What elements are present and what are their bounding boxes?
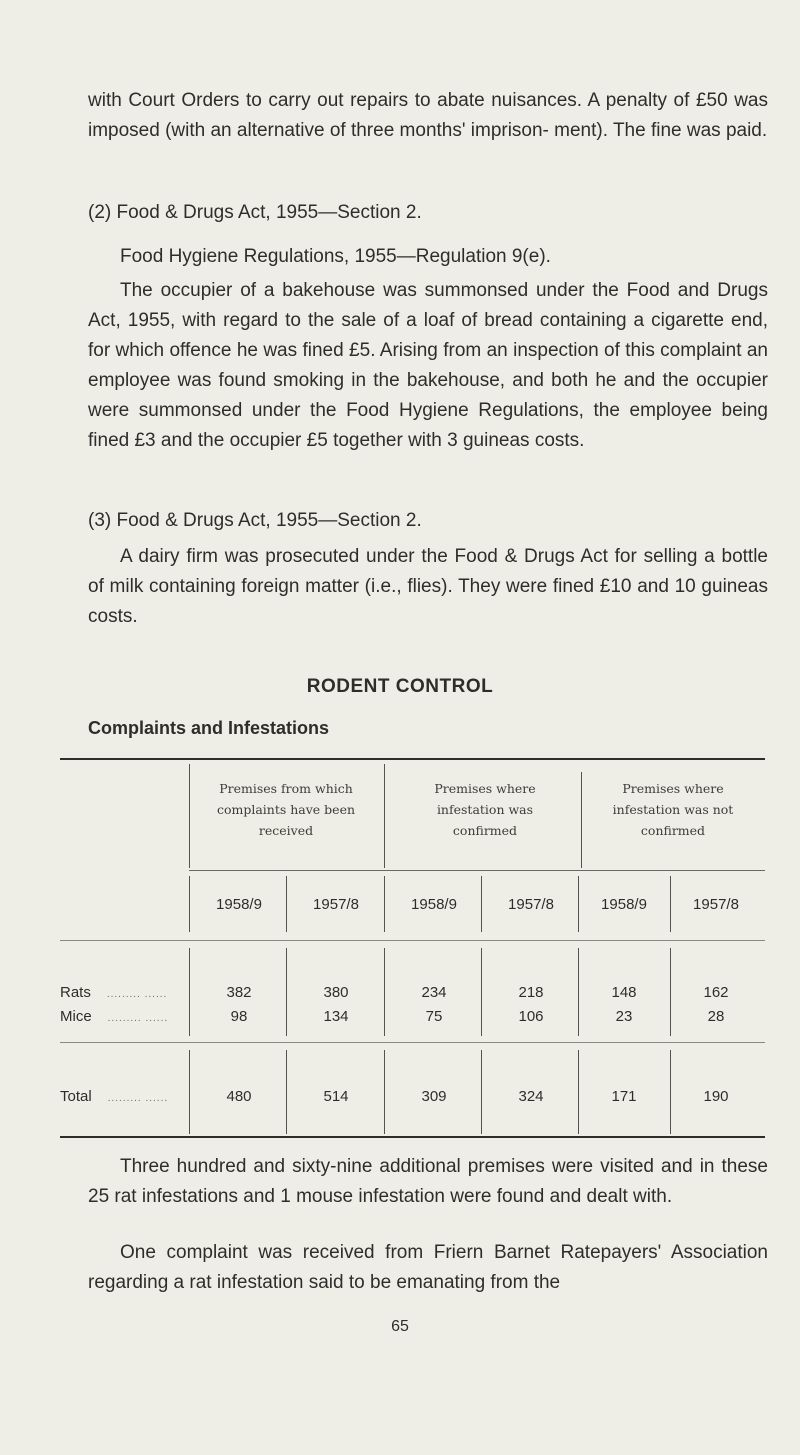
row-label-mice: Mice ......... ...... [60, 1008, 169, 1025]
divider [384, 1050, 385, 1134]
table-cell: 234 [421, 984, 447, 1001]
year-header: 1957/8 [313, 896, 359, 913]
table-bottom-rule [60, 1136, 765, 1138]
table-cell: 514 [323, 1088, 349, 1105]
table-title: Complaints and Infestations [88, 718, 330, 738]
year-header: 1957/8 [693, 896, 739, 913]
paragraph-case-2-heading: (2) Food & Drugs Act, 1955—Section 2. [88, 202, 422, 223]
header-rule [189, 870, 765, 871]
table-cell: 148 [611, 984, 637, 1001]
table-cell: 324 [518, 1088, 544, 1105]
table-cell: 23 [615, 1008, 633, 1025]
table-cell: 106 [518, 1008, 544, 1025]
group-header-not-confirmed: Premises where infestation was not confirmed [612, 781, 734, 838]
year-header: 1958/9 [411, 896, 457, 913]
row-label-total: Total ......... ...... [60, 1088, 169, 1105]
divider [581, 772, 582, 868]
total-rule [60, 1042, 765, 1043]
table-cell: 218 [518, 984, 544, 1001]
group-header-complaints: Premises from which complaints have been received [216, 781, 356, 838]
table-cell: 309 [421, 1088, 447, 1105]
table-cell: 190 [703, 1088, 729, 1105]
divider [384, 948, 385, 1036]
divider [384, 764, 385, 868]
page-number: 65 [391, 1318, 409, 1335]
paragraph-regulation: Food Hygiene Regulations, 1955—Regulation 9(e). [120, 246, 551, 267]
paragraph-court-orders: with Court Orders to carry out repairs to abate nuisances. A penalty of £50 was imposed (with an alternative of three months' imprison- ment). The fine was paid. [88, 90, 768, 141]
year-header: 1958/9 [216, 896, 262, 913]
section-heading: RODENT CONTROL [306, 676, 494, 697]
table-cell: 162 [703, 984, 729, 1001]
table-cell: 98 [230, 1008, 248, 1025]
group-header-confirmed: Premises where infestation was confirmed [434, 781, 536, 838]
paragraph-dairy: A dairy firm was prosecuted under the Food & Drugs Act for selling a bottle of milk containing foreign matter (i.e., flies). They were fined £10 and 10 guineas costs. [88, 546, 768, 627]
divider [189, 876, 190, 932]
infestation-table [60, 758, 765, 1140]
paragraph-additional-premises: Three hundred and sixty-nine additional premises were visited and in these 25 rat infestations and 1 mouse infestation were found and dealt with. [88, 1156, 768, 1207]
paragraph-complaint: One complaint was received from Friern Barnet Ratepayers' Association regarding a rat infestation said to be emanating from the [88, 1242, 768, 1293]
table-cell: 171 [611, 1088, 637, 1105]
divider [189, 1050, 190, 1134]
paragraph-bakehouse: The occupier of a bakehouse was summonsed under the Food and Drugs Act, 1955, with regard to the sale of a loaf of bread containing a cigarette end, for which offence he was fined £5. Arising from an inspection of this complaint an employee was found smoking in the bakehouse, and both he and the occupier were summonsed under the Food Hygiene Regulations, the employee being fined £3 and the occupier £5 together with 3 guineas costs. [88, 280, 768, 451]
table-cell: 380 [323, 984, 349, 1001]
year-header: 1957/8 [508, 896, 554, 913]
table-cell: 75 [425, 1008, 443, 1025]
table-cell: 382 [226, 984, 252, 1001]
year-rule [60, 940, 765, 941]
paragraph-case-3-heading: (3) Food & Drugs Act, 1955—Section 2. [88, 510, 422, 531]
table-cell: 480 [226, 1088, 252, 1105]
year-header: 1958/9 [601, 896, 647, 913]
divider [384, 876, 385, 932]
divider [189, 948, 190, 1036]
table-cell: 28 [707, 1008, 725, 1025]
table-top-rule [60, 758, 765, 760]
divider [189, 764, 190, 868]
row-label-rats: Rats ......... ...... [60, 984, 168, 1001]
table-cell: 134 [323, 1008, 349, 1025]
